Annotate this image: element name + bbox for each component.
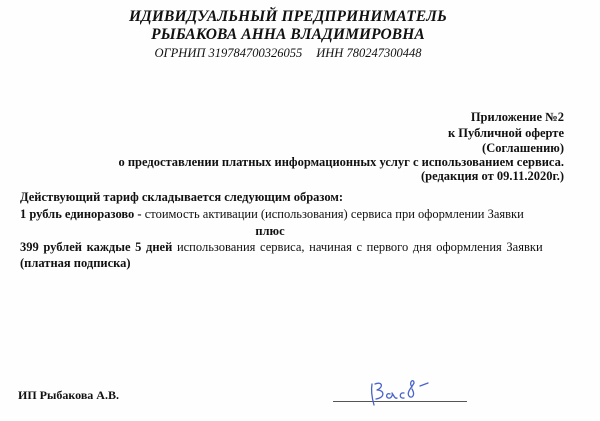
- appendix-subject: о предоставлении платных информационных услуг с использованием сервиса.: [118, 155, 564, 169]
- header-registration: [0, 46, 576, 61]
- handwritten-signature-icon: [368, 374, 438, 408]
- header-title: ИДИВИДУАЛЬНЫЙ ПРЕДПРИНИМАТЕЛЬ: [129, 8, 447, 25]
- signatory-name: ИП Рыбакова А.В.: [18, 388, 119, 402]
- subscription-note: (платная подписка): [20, 256, 131, 270]
- appendix-agreement: (Соглашению): [482, 141, 564, 155]
- header-owner-name: РЫБАКОВА АННА ВЛАДИМИРОВНА: [151, 26, 425, 43]
- subscription-price: 399 рублей каждые 5 дней: [20, 240, 173, 254]
- activation-description: стоимость активации (использования) сервиса при оформлении Заявки: [141, 207, 524, 221]
- inn-number: ИНН 780247300448: [316, 46, 422, 60]
- activation-price: 1 рубль единоразово -: [20, 207, 142, 221]
- subscription-description: использования сервиса, начиная с первого дня оформления Заявки: [172, 240, 543, 254]
- appendix-revision: (редакция от 09.11.2020г.): [420, 169, 564, 183]
- tariff-intro: Действующий тариф складывается следующим образом:: [20, 190, 344, 204]
- appendix-title: Приложение №2: [470, 110, 564, 124]
- tariff-plus: плюс: [255, 224, 285, 238]
- appendix-reference: к Публичной оферте: [447, 126, 564, 140]
- ogrnip-number: ОГРНИП 319784700326055: [154, 46, 303, 60]
- tariff-item-activation: [20, 207, 524, 222]
- tariff-item-subscription: [20, 240, 543, 255]
